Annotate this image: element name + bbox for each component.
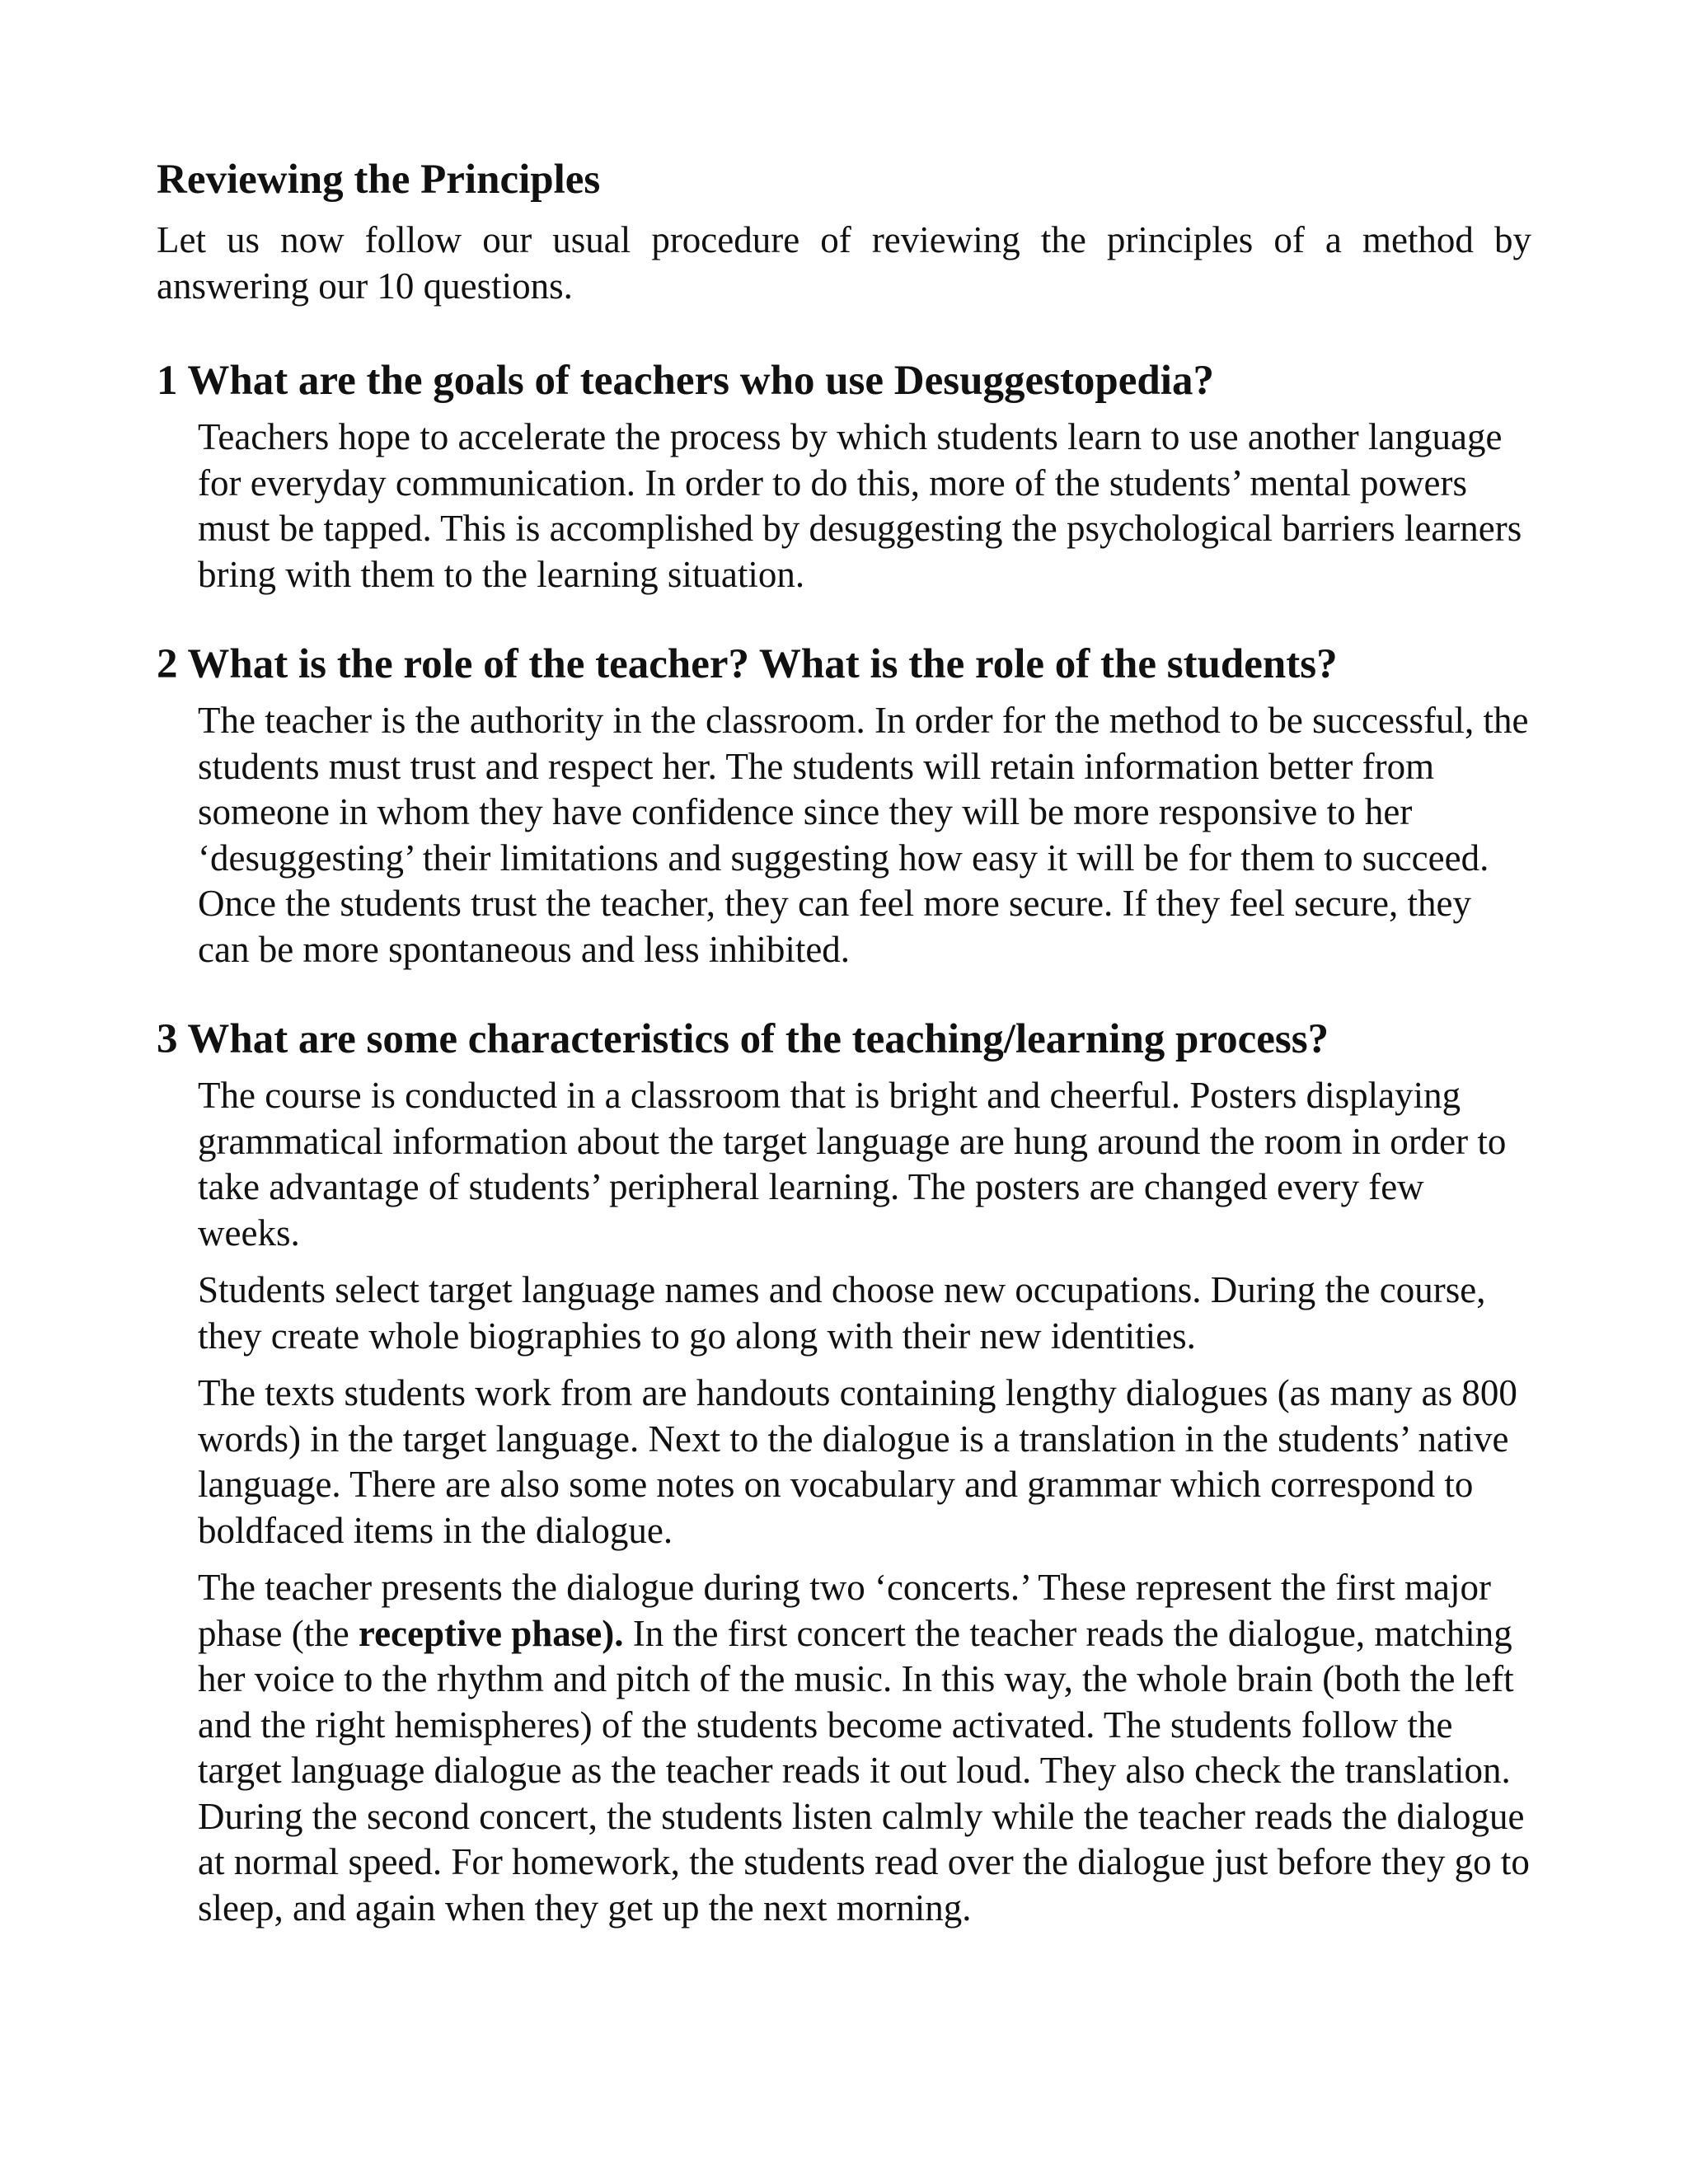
question-1-section	[157, 354, 1531, 598]
answer-paragraph: Teachers hope to accelerate the process by which students learn to use another language for everyday communication. In order to do this, more of the students’ mental powers must be tapped. This is accomplished by desuggesting the psychological barriers learners bring with them to the learning situation.	[198, 416, 1522, 595]
concert-text-after: In the first concert the teacher reads the dialogue, matching her voice to the rhythm and pitch of the music. In this way, the whole brain (both the left and the right hemispheres) of the students become activated. The students follow the target language dialogue as the teacher reads it out loud. They also check the translation. During the second concert, the students listen calmly while the teacher reads the dialogue at normal speed. For homework, the students read over the dialogue just before they go to sleep, and again when they get up the next morning.	[198, 1612, 1530, 1929]
receptive-phase-term: receptive phase).	[358, 1612, 624, 1654]
answer-paragraph: The course is conducted in a classroom that is bright and cheerful. Posters displaying grammatical information about the target language are hung around the room in order to take advantage of students’ peripheral learning. The posters are changed every few weeks.	[198, 1075, 1507, 1254]
answer-paragraph: Students select target language names and choose new occupations. During the course, they create whole biographies to go along with their new identities.	[198, 1269, 1486, 1357]
question-2-answer	[198, 698, 1531, 972]
question-3-answer	[198, 1073, 1531, 1931]
answer-paragraph: The teacher is the authority in the classroom. In order for the method to be successful, the students must trust and respect her. The students will retain information better from someone in whom they have confidence since they will be more responsive to her ‘desuggesting’ their limitations and suggesting how easy it will be for them to succeed. Once the students trust the teacher, they can feel more secure. If they feel secure, they can be more spontaneous and less inhibited.	[198, 700, 1529, 970]
page-title: Reviewing the Principles	[157, 157, 601, 203]
question-3-heading: 3 What are some characteristics of the teaching/learning process?	[157, 1016, 1329, 1062]
concert-text-before: The teacher presents the dialogue during two ‘concerts.’ These represent the first major phase (the	[198, 1567, 1491, 1654]
answer-paragraph: The texts students work from are handouts containing lengthy dialogues (as many as 800 words) in the target language. Next to the dialogue is a translation in the students’ native language. There are also some notes on vocabulary and grammar which correspond to boldfaced items in the dialogue.	[198, 1372, 1517, 1551]
question-1-heading: 1 What are the goals of teachers who use Desuggestopedia?	[157, 358, 1214, 404]
concert-paragraph	[198, 1565, 1531, 1931]
question-2-heading: 2 What is the role of the teacher? What is the role of the students?	[157, 641, 1338, 687]
document-page	[157, 152, 1531, 1931]
intro-paragraph: Let us now follow our usual procedure of reviewing the principles of a method by answering our 10 questions.	[157, 219, 1531, 307]
question-2-section	[157, 637, 1531, 972]
question-3-section	[157, 1012, 1531, 1931]
question-1-answer	[198, 415, 1531, 598]
